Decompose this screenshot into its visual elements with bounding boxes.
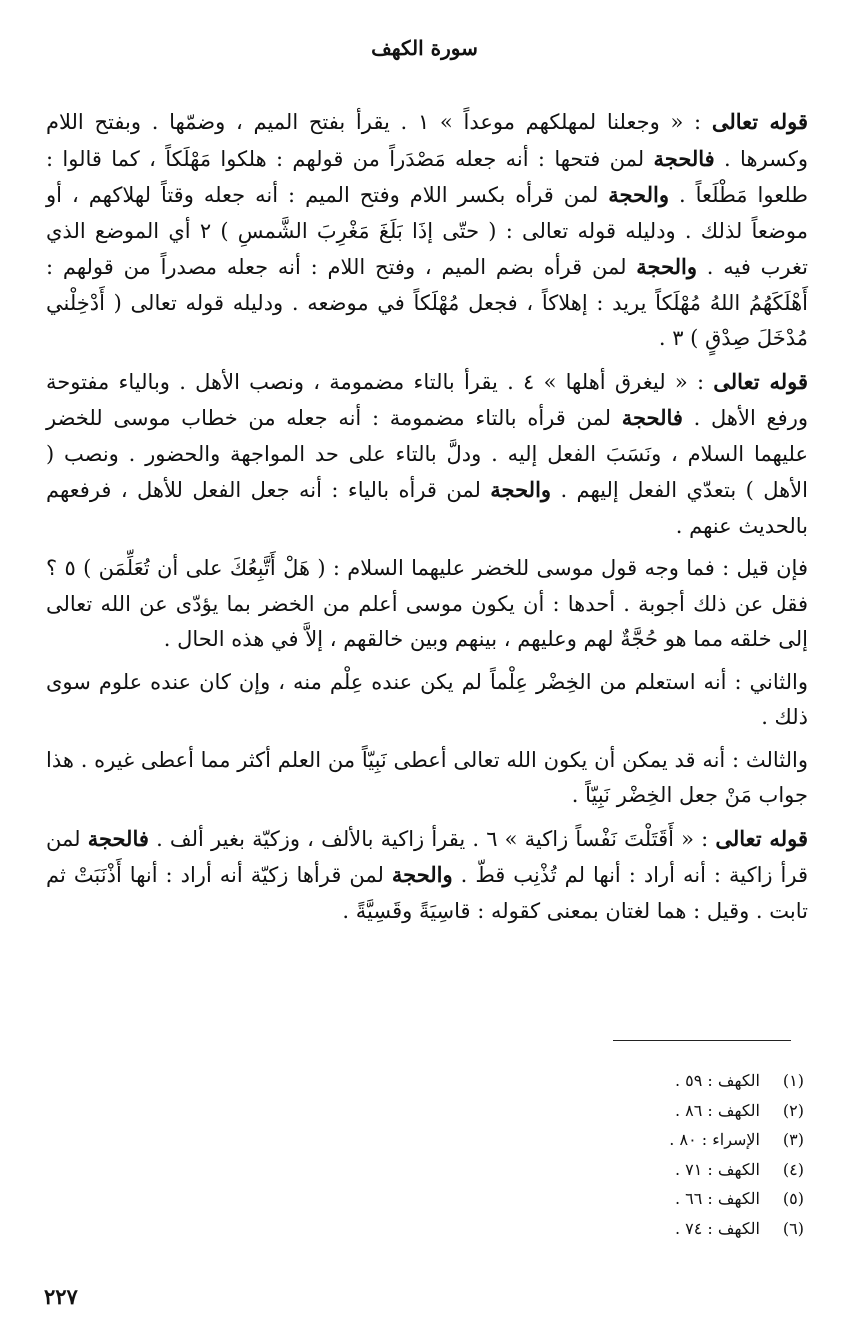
text-segment: : « أَقَتَلْتَ نَفْساً زاكية » ٦ . يقرأ زاكية بالألف ، وزكيّة بغير ألف . — [148, 826, 716, 851]
footnote-text: الكهف : ٧١ . — [674, 1159, 760, 1179]
footnote-text: الكهف : ٥٩ . — [674, 1071, 760, 1090]
text-segment: لمن قرأه بالياء : أنه جعل الفعل للأهل ، فرفعهم بالحديث عنهم . — [46, 478, 808, 538]
footnote-item — [520, 1155, 804, 1185]
keyword: قوله تعالى — [711, 109, 808, 134]
surah-title: سورة الكهف — [371, 36, 478, 60]
text-segment: : « وجعلنا لمهلكهم موعداً » ١ . يقرأ بفتح الميم ، وضمّها . وبفتح اللام وكسرها . — [46, 110, 808, 171]
keyword: فالحجة — [621, 405, 683, 430]
page-header — [0, 36, 849, 60]
keyword: والحجة — [636, 254, 698, 279]
keyword: والحجة — [608, 182, 669, 207]
footnote-number: (٦) — [782, 1218, 804, 1238]
footnote-text: الكهف : ٨٦ . — [674, 1100, 760, 1120]
footnote-text: الكهف : ٧٤ . — [674, 1218, 760, 1238]
text-segment: : « ليغرق أهلها » ٤ . يقرأ بالتاء مضمومة ، ونصب الأهل . وبالياء مفتوحة ورفع الأهل . — [46, 369, 808, 430]
footnote-item — [520, 1184, 804, 1214]
text-paragraph — [46, 104, 808, 357]
main-text — [46, 104, 808, 929]
footnote-item — [520, 1214, 804, 1244]
text-segment: والثالث : أنه قد يمكن أن يكون الله تعالى أعطى نَبِيّاً من العلم أكثر مما أعطى غيره . هذا جواب مَنْ جعل الخِضْر نَبِيّاً . — [46, 747, 808, 807]
keyword: فالحجة — [653, 145, 715, 171]
text-segment: لمن فتحها : أنه جعله مَصْدَراً من قولهم : هلكوا مَهْلَكاً ، كما قالوا : طلعوا مَطْلَعاً . — [46, 146, 809, 207]
text-segment: لمن قرأها زكيّة أنه أراد : أنها أَذْنَبَتْ ثم تابت . وقيل : هما لغتان بمعنى كقوله : قاسِيَةً وقَسِيَّةً . — [46, 863, 808, 923]
page-number: ٢٢٧ — [44, 1284, 78, 1309]
footnote-number: (١) — [782, 1071, 804, 1090]
footnote-item — [520, 1066, 804, 1096]
keyword: والحجة — [490, 477, 552, 502]
text-segment: والثاني : أنه استعلم من الخِضْر عِلْماً لم يكن عنده عِلْم منه ، وإن كان عنده علوم سوى ذلك . — [46, 669, 808, 729]
text-paragraph — [46, 743, 808, 814]
footnote-item — [520, 1096, 804, 1126]
keyword: والحجة — [391, 862, 453, 887]
footnote-number: (٢) — [782, 1100, 804, 1120]
footnote-text: الكهف : ٦٦ . — [674, 1189, 760, 1208]
footnotes-list — [520, 1066, 804, 1243]
text-segment: لمن قرأ زاكية : أنه أراد : أنها لم تُذْنِب قطّ . — [46, 826, 808, 887]
footnote-number: (٥) — [782, 1189, 804, 1208]
text-paragraph — [46, 821, 808, 930]
footnote-number: (٣) — [782, 1130, 804, 1149]
footnote-divider — [613, 1040, 791, 1041]
keyword: فالحجة — [87, 825, 149, 851]
text-segment: فإن قيل : فما وجه قول موسى للخضر عليهما السلام : ( هَلْ أَتَّبِعُكَ على أن تُعَلِّمَن ) ٥ ؟ فقل عن ذلك أجوبة . أحدها : أن يكون موسى أعلم من الخضر بما يؤدّى عن الله تعالى إلى خلقه مما هو حُجَّةٌ لهم وعليهم ، بينهم وبين خالقهم ، إلاَّ في هذه الحال . — [46, 556, 808, 651]
text-paragraph — [46, 364, 808, 545]
text-segment: لمن قرأه بالتاء مضمومة : أنه جعله من خطاب موسى للخضر عليهما السلام ، ونَسَبَ الفعل إليه . ودلَّ بالتاء على حد المواجهة والحضور . ونصب ( الأهل ) بتعدّي الفعل إليهم . — [46, 406, 808, 502]
keyword: قوله تعالى — [713, 368, 808, 394]
footnote-number: (٤) — [782, 1159, 804, 1179]
footnote-item — [520, 1125, 804, 1155]
text-paragraph — [46, 665, 808, 736]
text-paragraph — [46, 551, 808, 658]
text-segment: لمن قرأه بكسر اللام وفتح الميم : أنه جعله وقتاً لهلاكهم ، أو موضعاً لذلك . ودليله قوله تعالى : ( حتّى إذَا بَلَغَ مَغْرِبَ الشَّمسِ ) ٢ أي الموضع الذي تغرب فيه . — [46, 183, 808, 279]
text-segment: لمن قرأه بضم الميم ، وفتح اللام : أنه جعله مصدراً من قولهم : أَهْلَكَهُمُ اللهُ مُهْلَكاً يريد : إهلاكاً ، فجعل مُهْلَكاً في موضعه . ودليله قوله تعالى ( أَدْخِلْني مُدْخَلَ صِدْقٍ ) ٣ . — [46, 255, 808, 350]
footnote-text: الإسراء : ٨٠ . — [669, 1130, 760, 1149]
keyword: قوله تعالى — [715, 825, 808, 851]
